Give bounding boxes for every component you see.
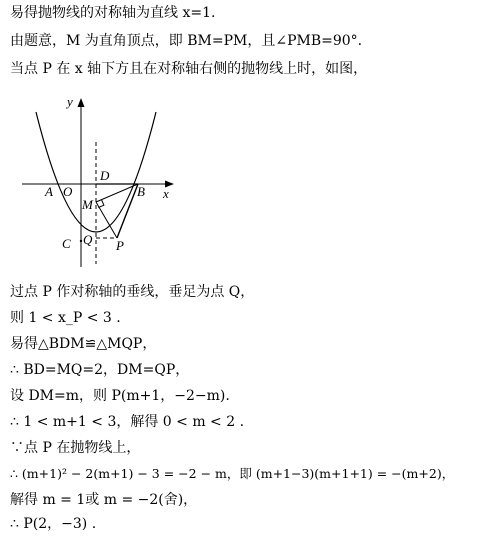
- step-10: ∴ P(2，−3) .: [10, 516, 97, 532]
- step-2: 则 1 < x_P < 3 .: [10, 310, 121, 326]
- step-6: ∴ 1 < m+1 < 3，解得 0 < m < 2 .: [10, 414, 245, 430]
- label-O: O: [63, 184, 73, 199]
- point-C: [80, 240, 82, 242]
- label-D: D: [100, 168, 110, 183]
- intro-line-1: 易得抛物线的对称轴为直线 x=1.: [10, 5, 216, 21]
- step-3: 易得△BDM≌△MQP，: [10, 336, 157, 352]
- label-A: A: [45, 184, 53, 199]
- parabola-figure: [14, 92, 184, 272]
- step-4: ∴ BD=MQ=2，DM=QP，: [10, 362, 190, 378]
- step-1: 过点 P 作对称轴的垂线，垂足为点 Q，: [10, 284, 255, 300]
- step-9: 解得 m = 1或 m = −2(舍)，: [10, 492, 198, 508]
- label-Q: Q: [83, 232, 93, 247]
- label-y: y: [67, 94, 73, 109]
- step-7: ∵点 P 在抛物线上，: [10, 440, 141, 456]
- label-B: B: [137, 184, 145, 199]
- y-axis-arrow: [78, 98, 85, 107]
- label-M: M: [82, 197, 93, 212]
- intro-line-3: 当点 P 在 x 轴下方且在对称轴右侧的抛物线上时，如图，: [10, 61, 368, 77]
- label-C: C: [62, 236, 71, 251]
- step-8: ∴ (m+1)² − 2(m+1) − 3 = −2 − m，即 (m+1−3)(m+1+1) = −(m+2)，: [10, 466, 455, 481]
- step-5: 设 DM=m，则 P(m+1，−2−m).: [10, 388, 230, 404]
- label-x: x: [163, 186, 169, 201]
- label-P: P: [116, 238, 124, 253]
- intro-line-2: 由题意，M 为直角顶点，即 BM=PM，且∠PMB=90°.: [10, 33, 363, 49]
